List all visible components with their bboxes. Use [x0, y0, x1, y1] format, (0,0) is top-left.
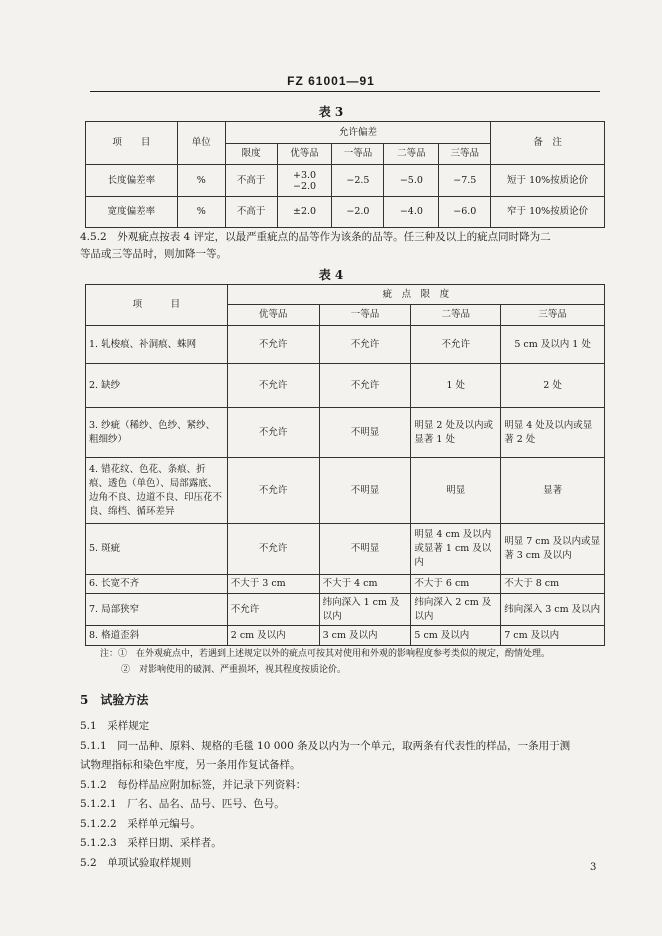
- table4-cell: 不明显: [319, 458, 411, 524]
- table3-cell: ±2.0: [277, 197, 332, 228]
- table-row: [86, 626, 605, 646]
- table-row: [86, 594, 605, 626]
- page-number: 3: [590, 862, 597, 873]
- table3-cell: [277, 165, 332, 197]
- table4-cell: 1. 轧梭痕、补洞痕、蛛网: [86, 326, 228, 364]
- table4: [85, 284, 605, 646]
- table4-cell: 2. 缺纱: [86, 364, 228, 408]
- clause-5-2: 5.2 单项试验取样规则: [80, 856, 192, 869]
- paragraph-4-5-2: [80, 229, 605, 263]
- table4-cell: 不明显: [319, 408, 411, 458]
- clause-5-1-2-2: 5.1.2.2 采样单元编号。: [80, 817, 201, 830]
- table4-cell: 不允许: [227, 364, 319, 408]
- table4-header-defect: 疵 点 限 度: [227, 285, 604, 305]
- table3-cell: 不高于: [225, 165, 277, 197]
- table-row: [86, 165, 605, 197]
- table4-cell: 不允许: [227, 408, 319, 458]
- section-5-body: [80, 717, 605, 873]
- table-row: [86, 197, 605, 228]
- standard-code: FZ 61001—91: [287, 74, 375, 88]
- table4-cell: 3. 纱疵（稀纱、色纱、紧纱、粗细纱）: [86, 408, 228, 458]
- table4-subheader: 一等品: [319, 305, 411, 326]
- table4-cell: 不允许: [411, 326, 501, 364]
- clause-5-1-2-3: 5.1.2.3 采样日期、采样者。: [80, 837, 222, 849]
- table4-subheader: 优等品: [227, 305, 319, 326]
- table3-cell: 窄于 10%按质论价: [491, 197, 605, 228]
- table4-cell: 不允许: [319, 364, 411, 408]
- clause-5-1-2-1: 5.1.2.1 厂名、品名、品号、匹号、色号。: [80, 798, 285, 810]
- table3-cell: −4.0: [384, 197, 439, 228]
- table-row: [86, 408, 605, 458]
- table4-cell: 明显 4 cm 及以内或显著 1 cm 及以内: [411, 524, 501, 575]
- table4-cell: 不大于 6 cm: [411, 575, 501, 594]
- table3-cell: %: [177, 197, 225, 228]
- table4-notes: [100, 646, 605, 678]
- paragraph-line: 等品或三等品时，则加降一等。: [80, 248, 227, 260]
- clause-5-1-2: 5.1.2 每份样品应附加标签，并记录下列资料：: [80, 778, 307, 791]
- table4-subheader: 二等品: [411, 305, 501, 326]
- table4-subheader: 三等品: [501, 305, 605, 326]
- table4-cell: 2 处: [501, 364, 605, 408]
- table3-cell: −2.0: [332, 197, 384, 228]
- table-row: [86, 364, 605, 408]
- paragraph-line: 4.5.2 外观疵点按表 4 评定，以最严重疵点的品等作为该条的品等。任三种及以上的疵点同时降为二: [80, 231, 551, 243]
- table3-cell: %: [177, 165, 225, 197]
- table4-cell: 显著: [501, 458, 605, 524]
- table3: [85, 121, 605, 228]
- table4-cell: 5 cm 及以内: [411, 626, 501, 646]
- table-row: [86, 575, 605, 594]
- table3-value: +3.0: [292, 169, 317, 181]
- table4-cell: 1 处: [411, 364, 501, 408]
- table4-cell: 6. 长宽不齐: [86, 575, 228, 594]
- table4-cell: 7. 局部狭窄: [86, 594, 228, 626]
- table3-subheader: 一等品: [332, 144, 384, 165]
- clause-5-1: 5.1 采样规定: [80, 720, 150, 732]
- table3-cell: 长度偏差率: [86, 165, 178, 197]
- table3-header-unit: 单位: [177, 122, 225, 165]
- table3-cell: 不高于: [225, 197, 277, 228]
- table4-cell: 7 cm 及以内: [501, 626, 605, 646]
- table4-cell: 不大于 4 cm: [319, 575, 411, 594]
- table4-cell: 5 cm 及以内 1 处: [501, 326, 605, 364]
- table3-subheader: 三等品: [439, 144, 491, 165]
- table3-subheader: 优等品: [277, 144, 332, 165]
- table3-subheader: 限度: [225, 144, 277, 165]
- clause-5-1-1-cont: 试物理指标和染色牢度，另一条用作复试备样。: [80, 759, 301, 771]
- table4-cell: 不允许: [227, 458, 319, 524]
- note-line: 注：① 在外观疵点中，若遇到上述规定以外的疵点可按其对使用和外观的影响程度参考类似的规定，酌情处理。: [100, 649, 551, 659]
- table4-cell: 8. 格道歪斜: [86, 626, 228, 646]
- table3-header-item: 项 目: [86, 122, 178, 165]
- table4-cell: 明显 7 cm 及以内或显著 3 cm 及以内: [501, 524, 605, 575]
- table4-cell: 2 cm 及以内: [227, 626, 319, 646]
- table4-cell: 不允许: [227, 524, 319, 575]
- table4-cell: 5. 斑疵: [86, 524, 228, 575]
- table4-cell: 4. 错花纹、色花、条痕、折痕、透色（单色）、局部露底、边角不良、边道不良、印压花不良、绵档、循环差异: [86, 458, 228, 524]
- table3-header-tolerance: 允许偏差: [225, 122, 491, 144]
- table4-cell: 不大于 3 cm: [227, 575, 319, 594]
- table4-cell: 纬向深入 1 cm 及以内: [319, 594, 411, 626]
- table4-cell: 纬向深入 3 cm 及以内: [501, 594, 605, 626]
- table4-cell: 不允许: [227, 594, 319, 626]
- table3-cell: 宽度偏差率: [86, 197, 178, 228]
- table-row: [86, 458, 605, 524]
- table3-cell: −6.0: [439, 197, 491, 228]
- table3-header-remark: 备 注: [491, 122, 605, 165]
- table3-subheader: 二等品: [384, 144, 439, 165]
- table4-caption: 表 4: [318, 268, 344, 282]
- table3-caption: 表 3: [318, 105, 344, 119]
- clause-5-1-1: 5.1.1 同一品种、原料、规格的毛毯 10 000 条及以内为一个单元，取两条有代表性的样品，一条用于测: [80, 739, 571, 752]
- table3-cell: 短于 10%按质论价: [491, 165, 605, 197]
- table4-cell: 不允许: [227, 326, 319, 364]
- table4-cell: 不允许: [319, 326, 411, 364]
- table4-cell: 不明显: [319, 524, 411, 575]
- table4-cell: 明显 4 处及以内或显著 2 处: [501, 408, 605, 458]
- table4-cell: 明显 2 处及以内或显著 1 处: [411, 408, 501, 458]
- table-row: [86, 326, 605, 364]
- table4-header-item: 项 目: [86, 285, 228, 326]
- table4-cell: 纬向深入 2 cm 及以内: [411, 594, 501, 626]
- table3-cell: −7.5: [439, 165, 491, 197]
- table3-cell: −2.5: [332, 165, 384, 197]
- table4-cell: 3 cm 及以内: [319, 626, 411, 646]
- table4-cell: 明显: [411, 458, 501, 524]
- table3-cell: −5.0: [384, 165, 439, 197]
- table3-value: −2.0: [292, 180, 317, 192]
- header-rule: [90, 91, 600, 92]
- section-5-title: 5 试验方法: [80, 693, 149, 707]
- table-row: [86, 524, 605, 575]
- note-line: ② 对影响使用的破洞、严重损坏，视其程度按质论价。: [121, 665, 347, 675]
- table4-cell: 不大于 8 cm: [501, 575, 605, 594]
